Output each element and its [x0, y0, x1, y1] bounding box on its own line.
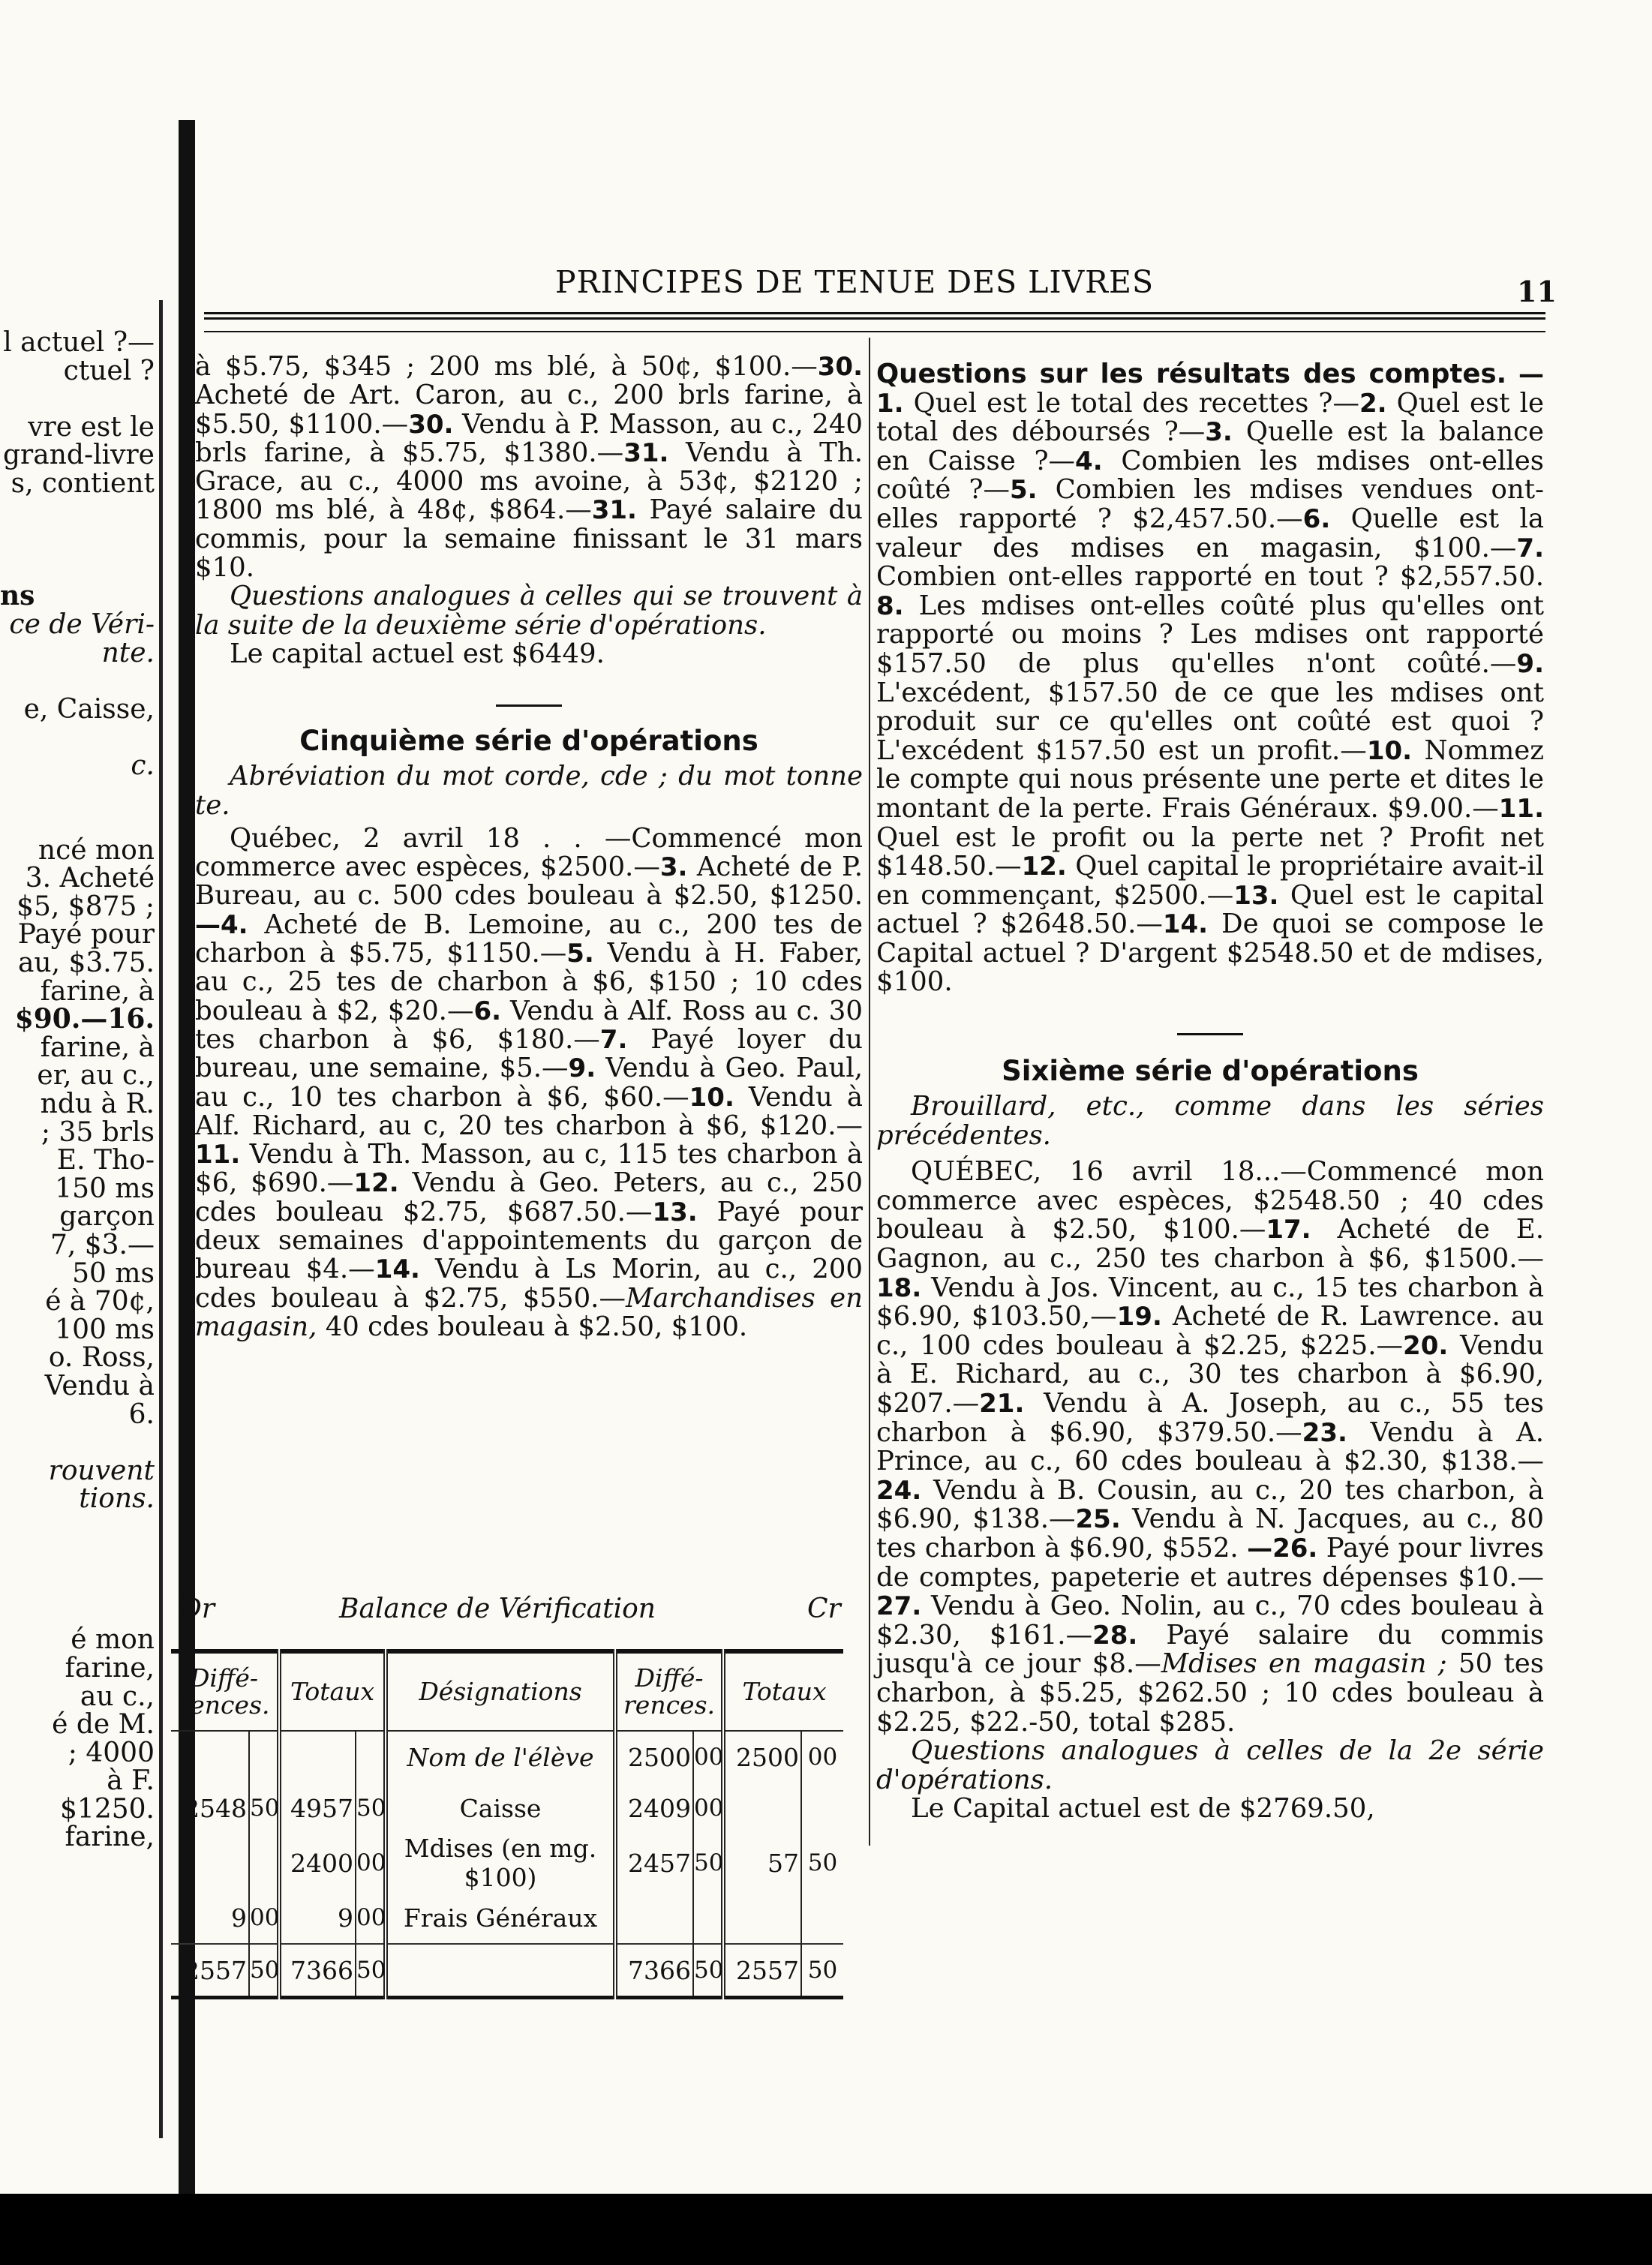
previous-page-line: farine, à — [40, 975, 155, 1007]
previous-page-line: au, $3.75. — [17, 948, 155, 979]
cell-totals-right-cents — [801, 1892, 843, 1944]
header-rule-top — [204, 312, 1545, 314]
continuation-paragraph: à $5.75, $345 ; 200 ms blé, à 50¢, $100.—30. Acheté de Art. Caron, au c., 200 brls farine, à $5.50, $1100.—30. Vendu à P. Masson, au c., 240 brls farine, à $5.75, $1380.—31. Vendu à Th. Grace, au c., 4000 ms avoine, à 53¢, $2120 ; 1800 ms blé, à 48¢, $864.—31. Payé salaire du commis, pour la semaine finissant le 31 mars $10. — [195, 351, 864, 584]
table-row — [171, 1731, 843, 1783]
cell-totals-left-cents: 00 — [356, 1892, 386, 1944]
previous-page-line: Payé pour — [17, 919, 155, 951]
previous-page-line: grand-livre — [3, 440, 155, 471]
cell-diff-right-dollars: 2500 — [615, 1731, 693, 1783]
capital-line: Le capital actuel est $6449. — [230, 638, 605, 669]
previous-page-line: 3. Acheté — [25, 863, 155, 894]
column-divider — [869, 338, 870, 1846]
cell-diff-left-dollars: 9 — [171, 1892, 249, 1944]
previous-page-line — [0, 1428, 159, 1457]
previous-page-line: ndu à R. — [40, 1089, 155, 1120]
previous-page-line: s, contient — [11, 467, 155, 499]
previous-page-line — [0, 1542, 159, 1570]
questions-heading: Questions sur les résultats des comptes. — [876, 359, 1507, 389]
running-header: PRINCIPES DE TENUE DES LIVRES — [555, 264, 1155, 300]
header-diff-right: Diffé-rences. — [615, 1651, 723, 1731]
previous-page-line — [0, 808, 159, 837]
cell-diff-right-cents — [693, 1892, 723, 1944]
brouillard-note: Brouillard, etc., comme dans les séries précédentes. — [876, 1091, 1544, 1151]
previous-page-line — [0, 526, 159, 554]
header-rule-bottom — [204, 331, 1545, 332]
previous-page-line: er, au c., — [37, 1060, 155, 1092]
previous-page-line: ; 35 brls — [41, 1116, 155, 1148]
cell-totals-right-cents: 50 — [807, 1849, 838, 1876]
previous-page-fragment — [0, 329, 159, 1852]
total-diff-right-cents: 50 — [693, 1944, 723, 1998]
previous-page-edge-rule — [159, 300, 163, 2138]
total-designation-blank — [386, 1944, 615, 1998]
previous-page-line: 7, $3.— — [50, 1230, 155, 1260]
cell-totals-left-dollars: 4957 — [279, 1783, 356, 1834]
previous-page-line: farine, — [65, 1652, 155, 1684]
questions-paragraph: Questions sur les résultats des comptes. —1. Quel est le total des recettes ?—2. Quel est le total des déboursés ?—3. Quelle est la balance en Caisse ?—4. Combien les mdises ont-elles coûté ?—5. Combien les mdises vendues ont-elles rapporté ? $2,457.50.—6. Quelle est la valeur des mdises en magasin, $100.—7. Combien ont-elles rapporté en tout ? $2,557.50. 8. Les mdises ont-elles coûté plus qu'elles ont rapporté ou moins ? Les mdises ont rapporté $157.50 de plus qu'elles n'ont coûté.—9. L'excédent, $157.50 de ce que les mdises ont produit sur ce qu'elles ont coûté est quoi ? L'excédent $157.50 est un profit.—10. Nommez le compte qui nous présente une perte et dites le montant de la perte. Frais Généraux. $9.00.—11. Quel est le profit ou la perte net ? Profit net $148.50.—12. Quel capital le propriétaire avait-il en commençant, $2500.—13. Quel est le capital actuel ? $2648.50.—14. De quoi se compose le Capital actuel ? D'argent $2548.50 et de mdises, $100. — [876, 359, 1545, 998]
cell-diff-right-dollars: 2457 — [615, 1834, 693, 1892]
cell-totals-right-dollars — [723, 1783, 801, 1834]
previous-page-line: 100 ms — [55, 1314, 155, 1345]
cell-diff-right-dollars — [615, 1892, 693, 1944]
previous-page-line: é mon — [71, 1624, 155, 1656]
page-number: 11 — [1517, 275, 1557, 308]
previous-page-line: garçon — [59, 1201, 155, 1233]
previous-page-line: ; 4000 — [68, 1737, 155, 1768]
cell-totals-left-dollars — [279, 1731, 356, 1783]
header-totals-left: Totaux — [279, 1651, 386, 1731]
capital-line-6: Le Capital actuel est de $2769.50, — [911, 1793, 1375, 1825]
trial-balance-table — [171, 1649, 843, 1999]
previous-page-line: 6. — [128, 1398, 155, 1430]
previous-page-line: ncé mon — [38, 834, 155, 866]
cell-totals-left-cents: 00 — [356, 1834, 386, 1892]
cell-diff-right-cents: 00 — [693, 1731, 723, 1783]
previous-page-line: tions. — [79, 1483, 155, 1515]
right-column — [876, 360, 1544, 1824]
cell-designation: Mdises (en mg. $100) — [386, 1834, 615, 1892]
cell-designation: Caisse — [386, 1783, 615, 1834]
previous-page-line: $90.—16. — [14, 1003, 155, 1035]
section-heading-6: Sixième série d'opérations — [1002, 1055, 1419, 1088]
previous-page-line: nte. — [101, 637, 155, 668]
cell-totals-left-cents: 50 — [356, 1783, 386, 1834]
header-rule-middle — [204, 317, 1545, 320]
previous-page-line — [0, 554, 159, 583]
scan-border — [0, 2194, 1652, 2265]
section-6-transactions: QUÉBEC, 16 avril 18...—Commencé mon commerce avec espèces, $2548.50 ; 40 cdes bouleau à $2.50, $100.—17. Acheté de E. Gagnon, au c., 250 tes charbon à $6, $1500.—18. Vendu à Jos. Vincent, au c., 15 tes charbon à $6.90, $103.50,—19. Acheté de R. Lawrence. au c., 100 cdes bouleau à $2.25, $225.—20. Vendu à E. Richard, au c., 30 tes charbon à $6.90, $207.—21. Vendu à A. Joseph, au c., 55 tes charbon à $6.90, $379.50.—23. Vendu à A. Prince, au c., 60 cdes bouleau à $2.30, $138.—24. Vendu à B. Cousin, au c., 20 tes charbon, à $6.90, $138.—25. Vendu à N. Jacques, au c., 80 tes charbon à $6.90, $552. —26. Payé pour livres de comptes, papeterie et autres dépenses $10.—27. Vendu à Geo. Nolin, au c., 70 cdes bouleau à $2.30, $161.—28. Payé salaire du commis jusqu'à ce jour $8.—Mdises en magasin ; 50 tes charbon, à $5.25, $262.50 ; 10 cdes bouleau à $2.25, $22.-50, total $285. — [876, 1156, 1545, 1738]
cell-totals-right-dollars: 2500 — [723, 1731, 801, 1783]
previous-page-line — [0, 1598, 159, 1627]
credit-label: Cr — [807, 1594, 841, 1624]
previous-page-line: au c., — [80, 1681, 155, 1712]
cell-diff-left-dollars: 2548 — [171, 1783, 249, 1834]
previous-page-line: vre est le — [28, 411, 155, 443]
previous-page-line: é à 70¢, — [45, 1286, 155, 1317]
previous-page-line — [0, 780, 159, 809]
previous-page-line: E. Tho- — [56, 1145, 155, 1176]
totals-row — [171, 1944, 843, 1998]
previous-page-line: $5, $875 ; — [17, 891, 155, 922]
previous-page-line: ns — [0, 580, 35, 612]
previous-page-line — [0, 667, 159, 695]
previous-page-line — [0, 723, 159, 752]
total-totals-right-dollars: 2557 — [723, 1944, 801, 1998]
cell-totals-right-dollars: 57 — [723, 1834, 801, 1892]
previous-page-line: farine, — [65, 1822, 155, 1852]
table-row — [171, 1834, 843, 1892]
cell-diff-left-cents — [249, 1731, 279, 1783]
cell-designation: Nom de l'élève — [386, 1731, 615, 1783]
previous-page-line: 150 ms — [55, 1173, 155, 1204]
total-diff-right-dollars: 7366 — [615, 1944, 693, 1998]
previous-page-line: $1250. — [60, 1793, 155, 1825]
previous-page-line: farine, à — [40, 1032, 155, 1063]
questions-note-6: Questions analogues à celles de la 2e série d'opérations. — [876, 1735, 1544, 1795]
cell-totals-right-dollars — [723, 1892, 801, 1944]
previous-page-line: 50 ms — [72, 1257, 155, 1289]
cell-diff-left-cents: 50 — [249, 1783, 279, 1834]
total-diff-left-cents: 50 — [249, 1944, 279, 1998]
balance-title: Balance de Vérification — [339, 1594, 656, 1624]
section-heading-5: Cinquième série d'opérations — [299, 725, 758, 758]
previous-page-line — [0, 1570, 159, 1598]
section-5-transactions: Québec, 2 avril 18 . . —Commencé mon commerce avec espèces, $2500.—3. Acheté de P. Bureau, au c. 500 cdes bouleau à $2.50, $1250. —4. Acheté de B. Lemoine, au c., 200 tes de charbon à $5.75, $1150.—5. Vendu à H. Faber, au c., 25 tes de charbon à $6, $150 ; 10 cdes bouleau à $2, $20.—6. Vendu à Alf. Ross au c. 30 tes charbon à $6, $180.—7. Payé loyer du bureau, une semaine, $5.—9. Vendu à Geo. Paul, au c., 10 tes charbon à $6, $60.—10. Vendu à Alf. Richard, au c, 20 tes charbon à $6, $120.—11. Vendu à Th. Masson, au c, 115 tes charbon à $6, $690.—12. Vendu à Geo. Peters, au c., 250 cdes bouleau $2.75, $687.50.—13. Payé pour deux semaines d'appointements du garçon de bureau $4.—14. Vendu à Ls Morin, au c., 200 cdes bouleau à $2.75, $550.—Marchandises en magasin, 40 cdes bouleau à $2.50, $100. — [195, 822, 864, 1342]
previous-page-line: Vendu à — [44, 1370, 155, 1401]
debit-label: Dr — [180, 1594, 215, 1624]
cell-diff-left-cents: 00 — [249, 1892, 279, 1944]
cell-totals-left-dollars: 2400 — [279, 1834, 356, 1892]
previous-page-line: l actuel ?— — [3, 329, 155, 358]
header-designations: Désignations — [386, 1651, 615, 1731]
cell-diff-right-cents: 00 — [693, 1783, 723, 1834]
previous-page-line: é de M. — [52, 1709, 155, 1741]
total-diff-left-dollars: 2557 — [171, 1944, 249, 1998]
previous-page-line: rouvent — [48, 1455, 155, 1486]
cell-diff-right-cents: 50 — [693, 1834, 723, 1892]
previous-page-line: ctuel ? — [63, 355, 155, 386]
previous-page-line: c. — [131, 749, 155, 781]
total-totals-right-cents: 50 — [801, 1944, 843, 1998]
cell-totals-right-cents: 00 — [807, 1744, 838, 1771]
cell-diff-right-dollars: 2409 — [615, 1783, 693, 1834]
header-diff-left: Diffé-rences. — [171, 1651, 279, 1731]
previous-page-line: ce de Véri- — [9, 608, 155, 640]
header-totals-right: Totaux — [723, 1651, 843, 1731]
table-row — [171, 1892, 843, 1944]
cell-designation: Frais Généraux — [386, 1892, 615, 1944]
previous-page-line — [0, 1513, 159, 1542]
cell-totals-left-cents — [356, 1731, 386, 1783]
cell-totals-left-dollars: 9 — [279, 1892, 356, 1944]
cell-totals-right-cents — [801, 1783, 843, 1834]
total-totals-left-cents: 50 — [356, 1944, 386, 1998]
previous-page-line: e, Caisse, — [23, 693, 155, 725]
table-header-row — [171, 1651, 843, 1731]
total-totals-left-dollars: 7366 — [279, 1944, 356, 1998]
previous-page-line — [0, 385, 159, 413]
previous-page-line: o. Ross, — [48, 1342, 155, 1374]
abbreviation-note: Abréviation du mot corde, cde ; du mot tonne te. — [195, 761, 863, 821]
cell-diff-left-dollars — [171, 1731, 249, 1783]
table-row — [171, 1783, 843, 1834]
questions-note: Questions analogues à celles qui se trouvent à la suite de la deuxième série d'opérations. — [195, 581, 863, 641]
cell-diff-left-dollars — [171, 1834, 249, 1892]
cell-diff-left-cents — [249, 1834, 279, 1892]
previous-page-line: à F. — [107, 1765, 155, 1797]
previous-page-line — [0, 498, 159, 527]
left-column — [195, 353, 863, 1341]
